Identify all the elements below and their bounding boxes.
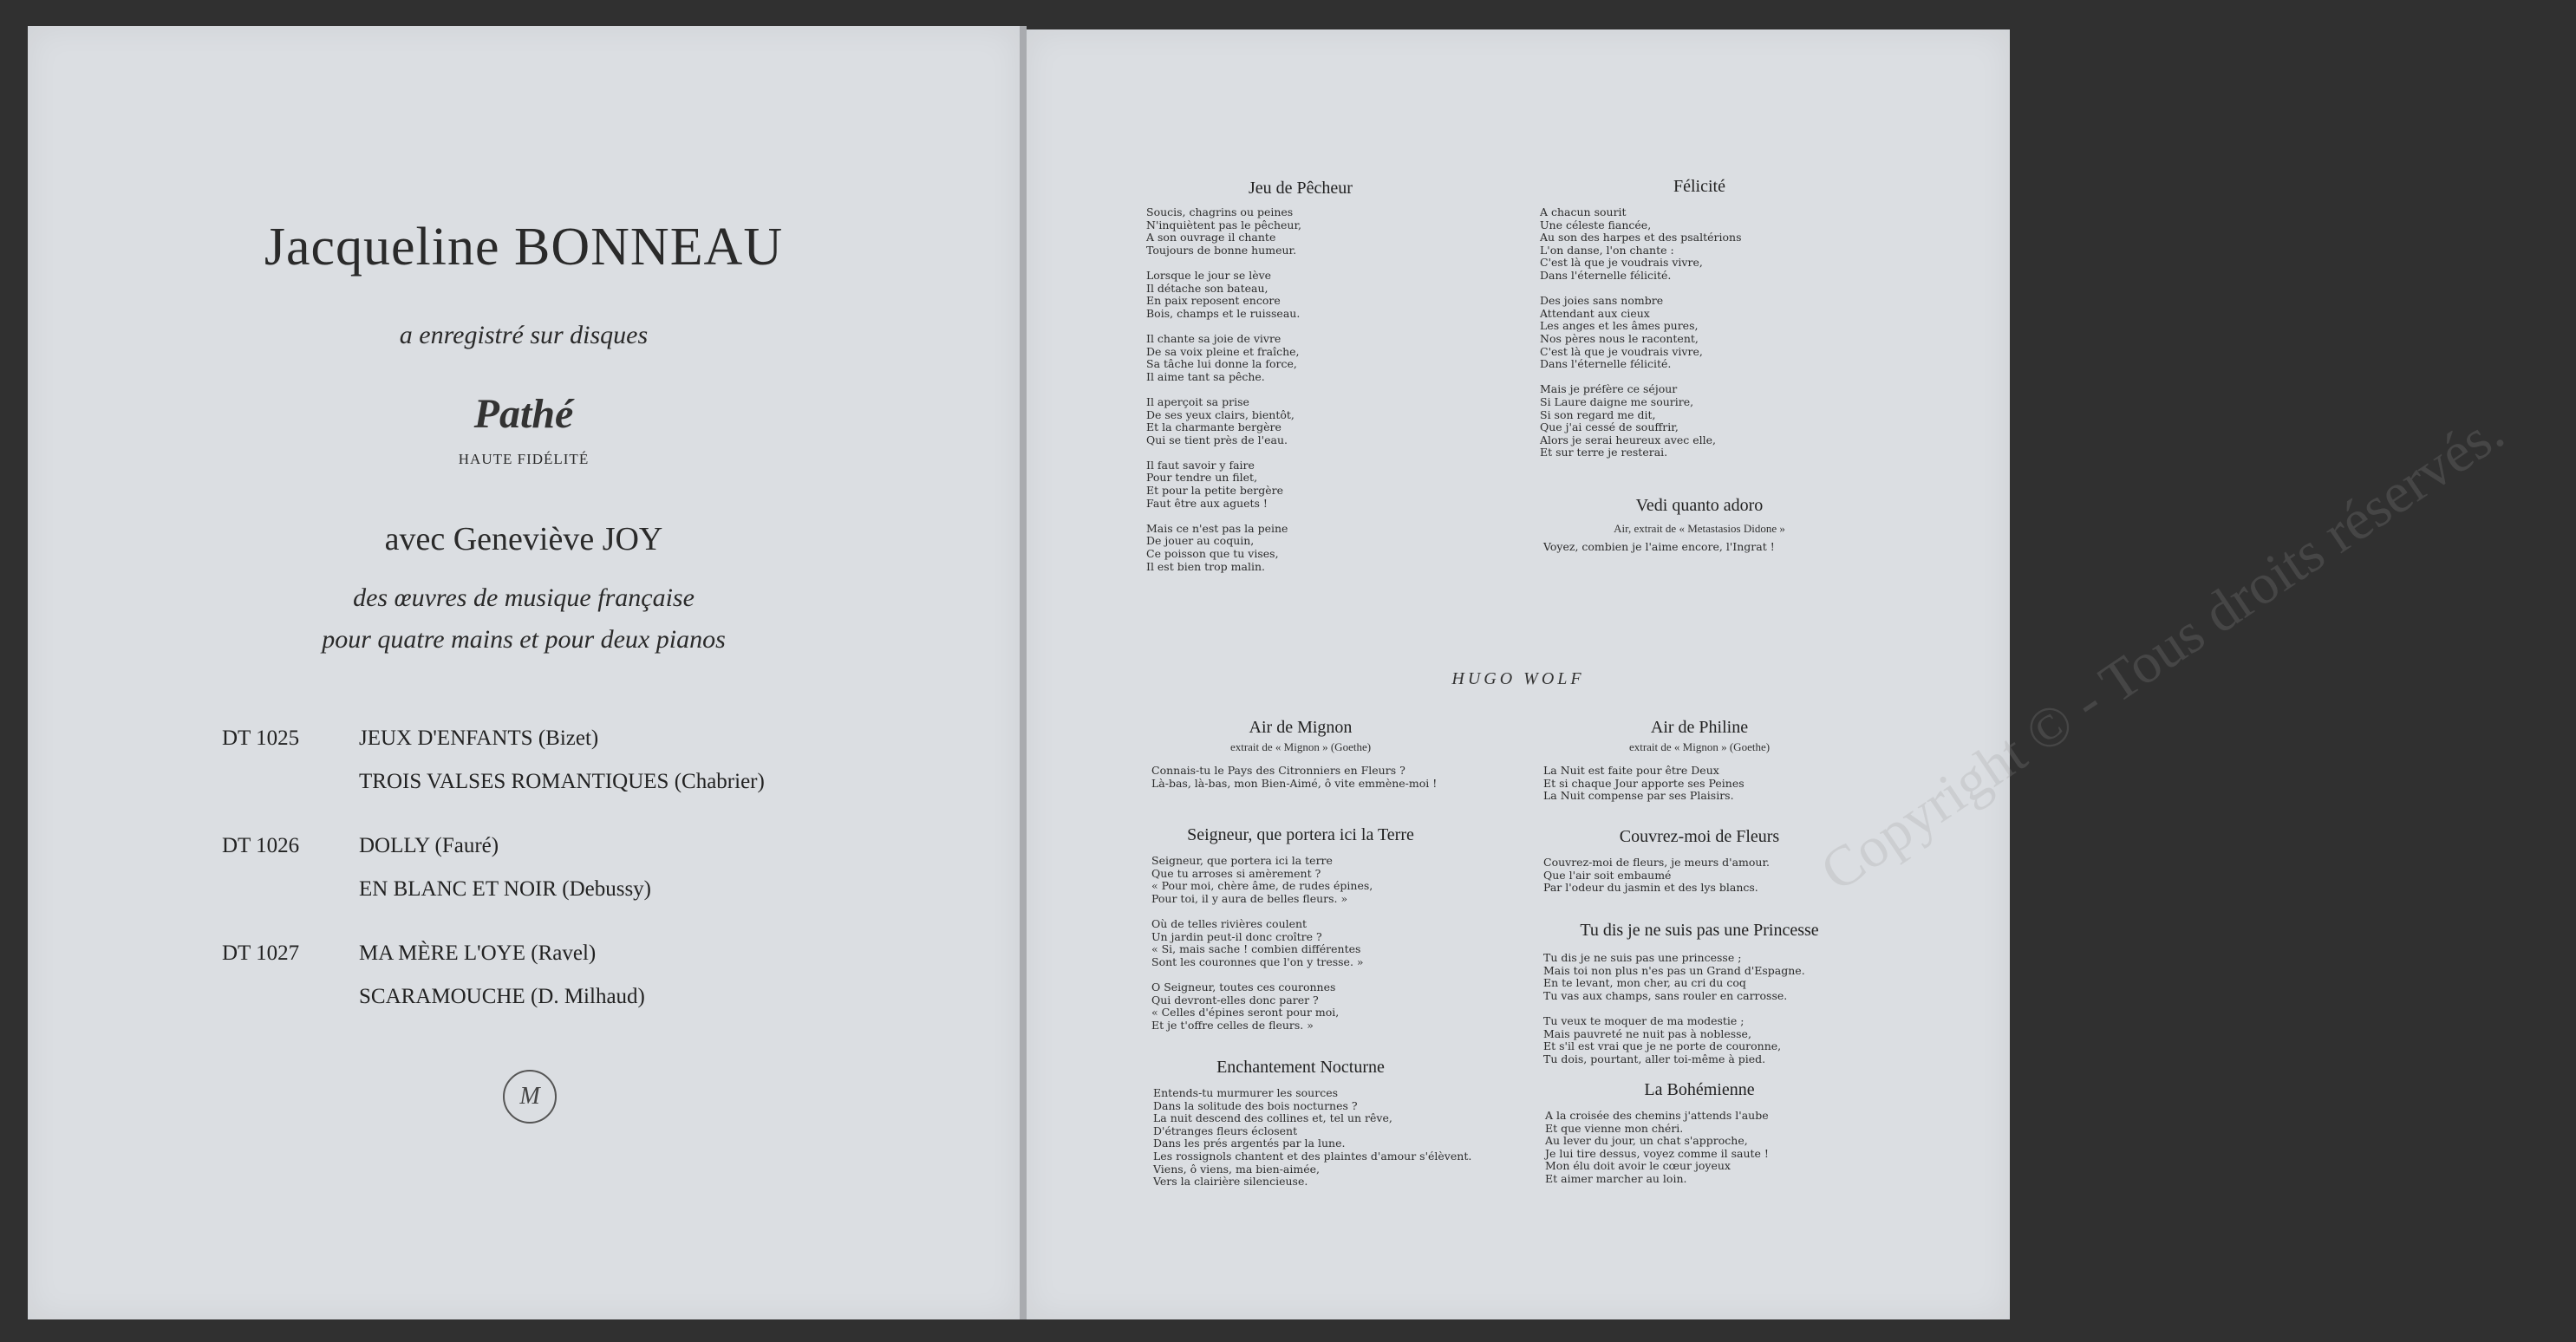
performer-line: avec Geneviève JOY (384, 521, 663, 557)
record-code: DT 1026 (222, 834, 300, 857)
description (28, 577, 1020, 661)
logo-subtitle: HAUTE FIDÉLITÉ (458, 451, 590, 467)
label-emblem-icon: M (503, 1070, 557, 1124)
subtitle: a enregistré sur disques (399, 321, 649, 349)
poem-text: Tu dis je ne suis pas une princesse ; Mais toi non plus n'es pas un Grand d'Espagne. En te levant, mon cher, au cri du coq Tu vas aux champs, sans rouler en carrosse. Tu veux te moquer de ma modestie ; Mais pauvreté ne nuit pas à noblesse, Et s'il est vrai que je ne porte de couronne, Tu dois, pourtant, aller toi-même à pied. (1543, 951, 1805, 1065)
poem-title: Seigneur, que portera ici la Terre (1187, 825, 1414, 844)
description-line-1: des œuvres de musique française (353, 583, 695, 612)
poem-subtitle: Air, extrait de « Metastasios Didone » (1614, 522, 1785, 535)
description-line-2: pour quatre mains et pour deux pianos (322, 625, 726, 654)
poem-subtitle: extrait de « Mignon » (Goethe) (1229, 740, 1372, 753)
poem-text: Connais-tu le Pays des Citronniers en Fleurs ? Là-bas, là-bas, mon Bien-Aimé, ô vite emmène-moi ! (1151, 764, 1438, 790)
poem-text: A chacun sourit Une céleste fiancée, Au son des harpes et des psaltérions L'on danse, l'on chante : C'est là que je voudrais vivre, Dans l'éternelle félicité. Des joies sans nombre Attendant aux cieux Les anges et les âmes pures, Nos pères nous le racontent, C'est là que je voudrais vivre, Dans l'éternelle félicité. Mais je préfère ce séjour Si Laure daigne me sourire, Si son regard me dit, Que j'ai cessé de souffrir, Alors je serai heureux avec elle, Et sur terre je resterai. (1540, 205, 1742, 459)
poem-subtitle: extrait de « Mignon » (Goethe) (1628, 740, 1771, 753)
poem-text: La Nuit est faite pour être Deux Et si chaque Jour apporte ses Peines La Nuit compense par ses Plaisirs. (1543, 764, 1745, 803)
page-title: Jacqueline BONNEAU (264, 218, 784, 277)
record-code: DT 1025 (222, 726, 300, 750)
poem-title: Tu dis je ne suis pas une Princesse (1580, 921, 1819, 940)
poem-text: Seigneur, que portera ici la terre Que tu arroses si amèrement ? « Pour moi, chère âme, de rudes épines, Pour toi, il y aura de belles fleurs. » Où de telles rivières coulent Un jardin peut-il donc croître ? « Si, mais sache ! combien différentes Sont les couronnes que l'on y tresse. » O Seigneur, toutes ces couronnes Qui devront-elles donc parer ? « Celles d'épines seront pour moi, Et je t'offre celles de fleurs. » (1151, 854, 1373, 1032)
right-page (1027, 29, 2515, 1319)
record-work: DOLLY (Fauré) (359, 834, 499, 857)
record-work: JEUX D'ENFANTS (Bizet) (359, 726, 599, 750)
left-page (28, 26, 1020, 1319)
record-work: SCARAMOUCHE (D. Milhaud) (359, 985, 645, 1008)
composer-heading: HUGO WOLF (1451, 669, 1585, 688)
poem-title: Couvrez-moi de Fleurs (1619, 827, 1780, 846)
poem-title: Air de Mignon (1249, 718, 1353, 737)
poem-title: Félicité (1673, 177, 1725, 196)
poem-title: Enchantement Nocturne (1216, 1058, 1385, 1077)
poem-title: Air de Philine (1650, 718, 1749, 737)
record-work: MA MÈRE L'OYE (Ravel) (359, 941, 597, 965)
record-work: TROIS VALSES ROMANTIQUES (Chabrier) (359, 770, 765, 793)
record-work: EN BLANC ET NOIR (Debussy) (359, 877, 652, 901)
pathe-logo: Pathé (473, 391, 574, 437)
poem-text: A la croisée des chemins j'attends l'aube Et que vienne mon chéri. Au lever du jour, un chat s'approche, Je lui tire dessus, voyez comme il saute ! Mon élu doit avoir le cœur joyeux Et aimer marcher au loin. (1545, 1109, 1769, 1185)
copyright-watermark: Copyright © - Tous droits réservés. (1810, 399, 2515, 904)
poem-title: La Bohémienne (1644, 1080, 1755, 1099)
poem-text: Entends-tu murmurer les sources Dans la solitude des bois nocturnes ? La nuit descend des collines et, tel un rêve, D'étranges fleurs éclosent Dans les prés argentés par la lune. Les rossignols chantent et des plaintes d'amour s'élèvent. Viens, ô viens, ma bien-aimée, Vers la clairière silencieuse. (1153, 1086, 1472, 1189)
poem-title: Vedi quanto adoro (1635, 496, 1764, 515)
poem-text: Voyez, combien je l'aime encore, l'Ingrat ! (1543, 540, 1775, 553)
poem-text: Couvrez-moi de fleurs, je meurs d'amour. Que l'air soit embaumé Par l'odeur du jasmin et des lys blancs. (1543, 856, 1771, 895)
book-gutter (1020, 26, 1027, 1319)
poem-text: Soucis, chagrins ou peines N'inquiètent pas le pêcheur, A son ouvrage il chante Toujours de bonne humeur. Lorsque le jour se lève Il détache son bateau, En paix reposent encore Bois, champs et le ruisseau. Il chante sa joie de vivre De sa voix pleine et fraîche, Sa tâche lui donne la force, Il aime tant sa pêche. Il aperçoit sa prise De ses yeux clairs, bientôt, Et la charmante bergère Qui se tient près de l'eau. Il faut savoir y faire Pour tendre un filet, Et pour la petite bergère Faut être aux aguets ! Mais ce n'est pas la peine De jouer au coquin, Ce poisson que tu vises, Il est bien trop malin. (1146, 205, 1302, 573)
record-code: DT 1027 (222, 941, 300, 965)
poem-title: Jeu de Pêcheur (1249, 179, 1353, 198)
